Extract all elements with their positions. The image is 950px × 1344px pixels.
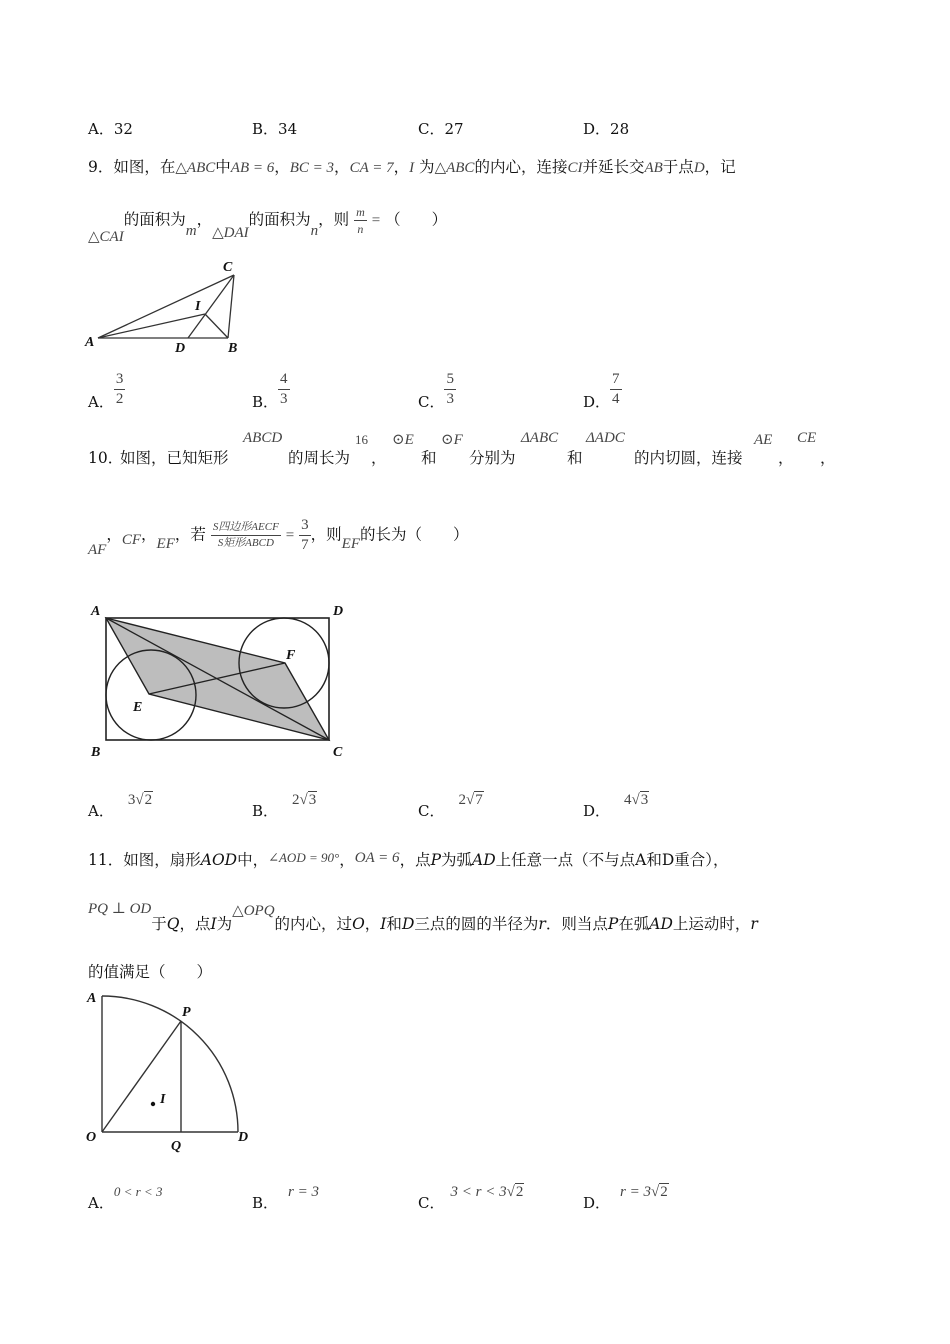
q10-text-9: ，: [820, 449, 836, 467]
q10-text-3: ，: [371, 449, 387, 467]
q10-math-16: 16: [355, 432, 368, 447]
q11-label-i: I: [160, 1092, 166, 1107]
q11-line2: PQ ⊥ OD于Q，点I为△OPQ的内心，过O，I和D三点的圆的半径为r．则当点P在弧AD上运动时，r: [88, 901, 758, 933]
q10-text-7: 的内切圆，连接: [634, 449, 743, 467]
q10-text-5: 分别为: [469, 449, 516, 467]
q10-value-fraction: $\frac{3}{7}$: [301, 517, 309, 553]
q10-figure: [88, 600, 358, 765]
q10-math-ae: AE: [754, 432, 773, 448]
q9-option-d: D． $\frac{7}{4}$: [583, 371, 620, 411]
q10-text-1: 如图，已知矩形: [120, 449, 229, 467]
q11-line3: 的值满足（ ）: [88, 963, 213, 981]
q10-label-e: E: [133, 700, 143, 715]
q10-text-2: 的周长为: [288, 449, 351, 467]
q11-option-c: C．3 < r < 3√2: [418, 1184, 524, 1212]
q11-label-d: D: [238, 1130, 249, 1145]
q10-math-oe: ⊙E: [392, 432, 414, 448]
q11-label-p: P: [182, 1005, 191, 1020]
q10-label-c: C: [333, 745, 343, 760]
q9-option-b: B． $\frac{4}{3}$: [252, 371, 288, 411]
q10-math-abc: ΔABC: [521, 430, 559, 446]
q8-option-c: C．27: [418, 120, 464, 138]
q9-line1: 9．如图，在△ABC中AB = 6，BC = 3，CA = 7，I 为△ABC的内心，连接CI并延长交AB于点D，记: [88, 158, 736, 176]
q11-label-q: Q: [171, 1139, 182, 1154]
q10-text-8: ，: [778, 449, 794, 467]
q9-label-a: A: [85, 335, 95, 350]
q11-option-d: D．r = 3√2: [583, 1184, 668, 1212]
q10-label-f: F: [286, 648, 296, 663]
q9-label-c: C: [223, 260, 233, 275]
q10-math-abcd: ABCD: [243, 430, 283, 446]
q9-option-c: C． $\frac{5}{3}$: [418, 371, 454, 411]
q11-label-o: O: [86, 1130, 97, 1145]
q10-text-6: 和: [567, 449, 583, 467]
q10-option-c: C．2√7: [418, 792, 483, 820]
q9-label-i: I: [195, 299, 201, 314]
q10-number: 10．: [88, 449, 124, 467]
q10-label-a: A: [91, 604, 101, 619]
q9-fraction: $\frac{m}{n}$: [356, 205, 365, 236]
q11-line1: 11．如图，扇形AOD中，∠AOD = 90°，OA = 6，点P为弧AD上任意一点（不与点A和D重合），: [88, 850, 729, 869]
q10-math-of: ⊙F: [441, 432, 463, 448]
q11-option-b: B．r = 3: [252, 1184, 319, 1212]
q11-label-a: A: [87, 991, 97, 1006]
q9-figure: [85, 262, 245, 357]
q10-label-d: D: [333, 604, 344, 619]
q11-figure: [85, 988, 255, 1153]
q10-text-4: 和: [421, 449, 437, 467]
q10-math-adc: ΔADC: [586, 430, 625, 446]
q9-line2: △CAI的面积为m，△DAI的面积为n，则 $\frac{m}{n}$ = （ ）: [88, 205, 448, 245]
q8-option-d: D．28: [583, 120, 630, 138]
q10-option-a: A．3√2: [88, 792, 153, 820]
q9-label-d: D: [175, 341, 186, 356]
q8-option-a: A．32: [88, 120, 133, 138]
q9-label-b: B: [228, 341, 238, 356]
q10-label-b: B: [91, 745, 101, 760]
q9-option-a: A． $\frac{3}{2}$: [88, 371, 124, 411]
q11-option-a: A．0 < r < 3: [88, 1184, 163, 1212]
q10-math-ce: CE: [797, 430, 817, 446]
q10-line2: AF，CF，EF，若 $\frac{\text{S四边形AECF}}{\text{S矩形ABCD}}$ = $\frac{3}{7}$ ，则EF的长为（ ）: [88, 517, 469, 558]
q10-area-fraction: $\frac{\text{S四边形AECF}}{\text{S矩形ABCD}}$: [212, 521, 279, 549]
q8-option-b: B．34: [252, 120, 298, 138]
q10-option-d: D．4√3: [583, 792, 649, 820]
q10-option-b: B．2√3: [252, 792, 317, 820]
